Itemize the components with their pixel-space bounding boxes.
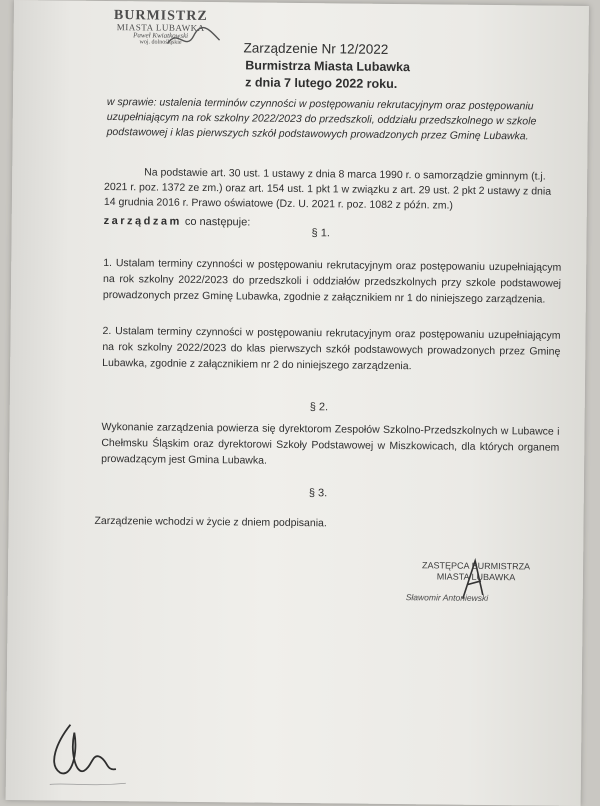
document-issuer: Burmistrza Miasta Lubawka bbox=[245, 58, 411, 75]
stamp-line-4: woj. dolnośląskie bbox=[139, 39, 182, 46]
decree-rest: co następuje: bbox=[184, 215, 251, 229]
handwritten-initials-icon bbox=[30, 712, 141, 793]
decree-word: zarządzam bbox=[103, 214, 182, 228]
concern-paragraph: w sprawie: ustalenia terminów czynności w postępowaniu rekrutacyjnym oraz postępowaniu uzupełniającym na rok szkolny 2022/2023 do przedszkoli, oddziału przedszkolnego w szkole podstawowej i klas pierwszych szkół podstawowych prowadzonych przez Gminę Lubawka. bbox=[106, 95, 537, 143]
section-2-paragraph: Wykonanie zarządzenia powierza się dyrektorom Zespołów Szkolno-Przedszkolnych w Lubawce i Chełmsku Śląskim oraz dyrektorowi Szkoły Podstawowej w Miszkowicach, dla których organem prowadzącym jest Gmina Lubawka. bbox=[101, 420, 560, 467]
document-page bbox=[6, 0, 589, 806]
stamp-line-1: BURMISTRZ bbox=[113, 8, 208, 25]
section-1-heading: § 1. bbox=[311, 227, 330, 240]
legal-basis-paragraph: Na podstawie art. 30 ust. 1 ustawy z dnia 8 marca 1990 r. o samorządzie gminnym (t.j. 2021 r. poz. 1372 ze zm.) oraz art. 154 ust. 1 pkt 1 w związku z art. 29 ust. 2 pkt 2 ustawy z dnia 14 grudnia 2016 r. Prawo oświatowe (Dz. U. 2021 r. poz. 1082 z późn. zm.) bbox=[103, 166, 552, 212]
section-3-heading: § 3. bbox=[308, 487, 328, 500]
section-1-paragraph-2: 2. Ustalam terminy czynności w postępowaniu rekrutacyjnym oraz postępowaniu uzupełniającym na rok szkolny 2022/2023 do klas pierwszych szkół podstawowych prowadzonych przez Gminę Lubawka, zgodnie z załącznikiem nr 2 do niniejszego zarządzenia. bbox=[102, 324, 561, 373]
signature-title-line-2: MIASTA LUBAWKA bbox=[436, 571, 516, 583]
stamp-line-3: Paweł Kwiatkowski bbox=[133, 31, 189, 40]
stamp-scribble-icon bbox=[163, 24, 223, 55]
document-title: Zarządzenie Nr 12/2022 bbox=[243, 40, 389, 57]
signature-mark-icon bbox=[453, 555, 494, 603]
section-3-paragraph: Zarządzenie wchodzi w życie z dniem podpisania. bbox=[94, 514, 327, 530]
decree-line bbox=[104, 215, 251, 229]
document-date: z dnia 7 lutego 2022 roku. bbox=[245, 75, 398, 92]
section-2-heading: § 2. bbox=[309, 401, 329, 414]
stamp-line-2: MIASTA LUBAWKA bbox=[116, 22, 205, 33]
signature-title-line-1: ZASTĘPCA BURMISTRZA bbox=[422, 560, 531, 572]
signer-name: Sławomir Antoniewski bbox=[405, 592, 489, 603]
section-1-paragraph-1: 1. Ustalam terminy czynności w postępowaniu rekrutacyjnym oraz postępowaniu uzupełniającym na rok szkolny 2022/2023 do przedszkoli i oddziałów przedszkolnych przy szkole podstawowej prowadzonych przez Gminę Lubawka, zgodnie z załącznikiem nr 1 do niniejszego zarządzenia. bbox=[102, 256, 562, 306]
